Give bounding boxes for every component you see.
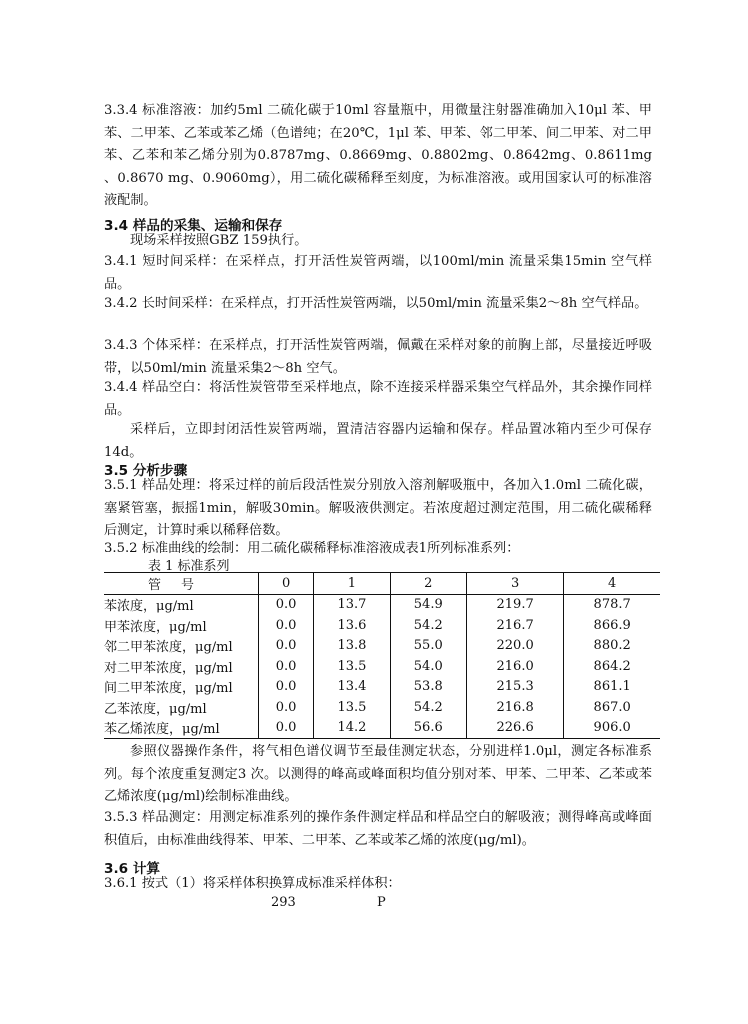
table-cell: 880.2 <box>564 636 660 657</box>
table-cell: 13.7 <box>314 594 390 615</box>
table-cell: 54.2 <box>390 697 466 718</box>
table-cell: 0.0 <box>259 656 314 677</box>
row-label: 间二甲苯浓度，μg/ml <box>104 681 233 697</box>
table-cell: 216.8 <box>466 697 563 718</box>
table-cell: 866.9 <box>564 615 660 636</box>
table-cell: 867.0 <box>564 697 660 718</box>
row-label: 苯浓度，μg/ml <box>104 599 194 615</box>
table-cell: 13.8 <box>314 636 390 657</box>
table-row <box>104 677 660 698</box>
table-cell: 226.6 <box>466 718 563 739</box>
table-cell: 13.6 <box>314 615 390 636</box>
table-cell: 0.0 <box>259 677 314 698</box>
heading-3-4: 3.4 样品的采集、运输和保存 <box>104 218 283 234</box>
table-cell: 216.7 <box>466 615 563 636</box>
page-letter: P <box>377 895 386 910</box>
table-row <box>104 656 660 677</box>
table-cell: 54.0 <box>390 656 466 677</box>
heading-3-6: 3.6 计算 <box>104 861 161 877</box>
paragraph-3-3-4: 3.3.4 标准溶液：加约5ml 二硫化碳于10ml 容量瓶中，用微量注射器准确加入10μl 苯、甲苯、二甲苯、乙苯或苯乙烯（色谱纯；在20℃，1μl 苯、甲苯、邻二甲苯、间二甲苯、对二甲苯、乙苯和苯乙烯分别为0.8787mg、0.8669mg、0.8802mg、0.8642mg、0.8611mg 、0.8670 mg、0.9060mg），用二硫化碳稀释至刻度，为标准溶液。或用国家认可的标准溶液配制。 <box>104 103 652 208</box>
table-cell: 906.0 <box>564 718 660 739</box>
table-cell: 56.6 <box>390 718 466 739</box>
table-cell: 0.0 <box>259 615 314 636</box>
table-header-cell: 4 <box>564 573 660 595</box>
heading-3-5: 3.5 分析步骤 <box>104 463 188 479</box>
table-header-row <box>104 573 660 595</box>
table-header-cell: 0 <box>259 573 314 595</box>
table-header-cell: 3 <box>466 573 563 595</box>
paragraph-3-5-3: 3.5.3 样品测定：用测定标准系列的操作条件测定样品和样品空白的解吸液；测得峰高或峰面积值后，由标准曲线得苯、甲苯、二甲苯、乙苯或苯乙烯的浓度(μg/ml)。 <box>104 810 652 848</box>
paragraph-3-4-2: 3.4.2 长时间采样：在采样点，打开活性炭管两端，以50ml/min 流量采集2～8h 空气样品。 <box>104 296 648 311</box>
table-row <box>104 594 660 615</box>
table-header-cell: 1 <box>314 573 390 595</box>
table-cell: 219.7 <box>466 594 563 615</box>
standard-series-table <box>104 572 660 739</box>
row-label: 苯乙烯浓度，μg/ml <box>104 718 259 739</box>
table-cell: 864.2 <box>564 656 660 677</box>
table-row <box>104 615 660 636</box>
paragraph-3-5-2: 3.5.2 标准曲线的绘制：用二硫化碳稀释标准溶液成表1所列标准系列： <box>104 541 520 556</box>
paragraph-3-4-4: 3.4.4 样品空白：将活性炭管带至采样地点，除不连接采样器采集空气样品外，其余操作同样品。 <box>104 380 652 418</box>
table-row <box>104 636 660 657</box>
table-header-cell: 2 <box>390 573 466 595</box>
table-cell: 220.0 <box>466 636 563 657</box>
row-label: 邻二甲苯浓度，μg/ml <box>104 640 233 656</box>
row-label: 乙苯浓度，μg/ml <box>104 701 207 717</box>
paragraph-3-5-2-procedure: 参照仪器操作条件，将气相色谱仪调节至最佳测定状态，分别进样1.0μl，测定各标准系列。每个浓度重复测定3 次。以测得的峰高或峰面积均值分别对苯、甲苯、二甲苯、乙苯或苯乙烯浓度(μg/ml)绘制标准曲线。 <box>104 744 652 804</box>
table-cell: 13.4 <box>314 677 390 698</box>
paragraph-3-4-intro: 现场采样按照GBZ 159执行。 <box>130 233 308 248</box>
table-cell: 13.5 <box>314 656 390 677</box>
paragraph-3-6-1: 3.6.1 按式（1）将采样体积换算成标准采样体积： <box>104 876 401 891</box>
table-cell: 215.3 <box>466 677 563 698</box>
paragraph-3-4-3: 3.4.3 个体采样：在采样点，打开活性炭管两端，佩戴在采样对象的前胸上部，尽量接近呼吸带，以50ml/min 流量采集2～8h 空气。 <box>104 338 652 376</box>
table-row <box>104 697 660 718</box>
table-cell: 14.2 <box>314 718 390 739</box>
table-cell: 55.0 <box>390 636 466 657</box>
table-cell: 0.0 <box>259 697 314 718</box>
table-cell: 878.7 <box>564 594 660 615</box>
table-row <box>104 718 660 739</box>
paragraph-3-4-1: 3.4.1 短时间采样：在采样点，打开活性炭管两端，以100ml/min 流量采集15min 空气样品。 <box>104 254 652 292</box>
row-label: 对二甲苯浓度，μg/ml <box>104 660 233 676</box>
paragraph-3-5-1: 3.5.1 样品处理：将采过样的前后段活性炭分别放入溶剂解吸瓶中，各加入1.0ml 二硫化碳，塞紧管塞，振摇1min，解吸30min。解吸液供测定。若浓度超过测定范围，用二硫化碳稀释后测定，计算时乘以稀释倍数。 <box>104 478 652 538</box>
paragraph-3-4-storage: 采样后，立即封闭活性炭管两端，置清洁容器内运输和保存。样品置冰箱内至少可保存14d。 <box>104 422 652 460</box>
page-number: 293 <box>271 895 296 910</box>
table-caption: 表 1 标准系列 <box>148 559 230 574</box>
table-cell: 53.8 <box>390 677 466 698</box>
table-header-cell: 管号 <box>104 573 259 595</box>
row-label: 甲苯浓度，μg/ml <box>104 619 207 635</box>
table-cell: 0.0 <box>259 718 314 739</box>
table-cell: 0.0 <box>259 594 314 615</box>
table-cell: 54.9 <box>390 594 466 615</box>
table-cell: 54.2 <box>390 615 466 636</box>
table-cell: 13.5 <box>314 697 390 718</box>
table-cell: 0.0 <box>259 636 314 657</box>
table-cell: 861.1 <box>564 677 660 698</box>
table-cell: 216.0 <box>466 656 563 677</box>
